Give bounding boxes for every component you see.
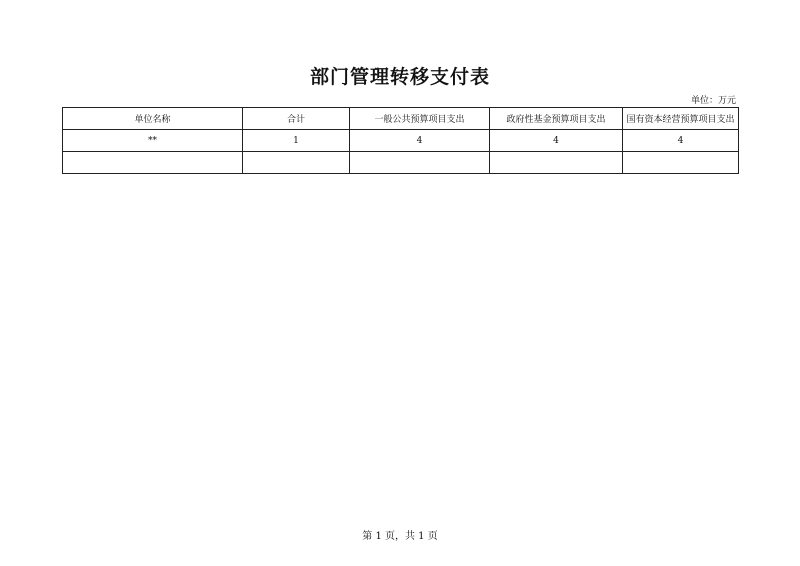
table-cell — [623, 152, 739, 174]
table-cell — [350, 152, 490, 174]
table-cell: ** — [63, 130, 243, 152]
col-header-unit-name: 单位名称 — [63, 108, 243, 130]
col-header-general-budget: 一般公共预算项目支出 — [350, 108, 490, 130]
unit-label: 单位：万元 — [690, 96, 736, 106]
transfer-payment-table — [62, 107, 739, 174]
table-cell — [243, 152, 350, 174]
table-cell: 4 — [490, 130, 623, 152]
table-cell: 1 — [243, 130, 350, 152]
table-cell: 4 — [623, 130, 739, 152]
table-header-row — [63, 108, 739, 130]
table-row — [63, 130, 739, 152]
table-cell — [490, 152, 623, 174]
page-title: 部门管理转移支付表 — [309, 66, 490, 88]
page-footer: 第 1 页，共 1 页 — [362, 531, 438, 542]
col-header-gov-fund-budget: 政府性基金预算项目支出 — [490, 108, 623, 130]
table-cell: 4 — [350, 130, 490, 152]
col-header-total: 合计 — [243, 108, 350, 130]
col-header-state-capital-budget: 国有资本经营预算项目支出 — [623, 108, 739, 130]
table-row — [63, 152, 739, 174]
table-cell — [63, 152, 243, 174]
